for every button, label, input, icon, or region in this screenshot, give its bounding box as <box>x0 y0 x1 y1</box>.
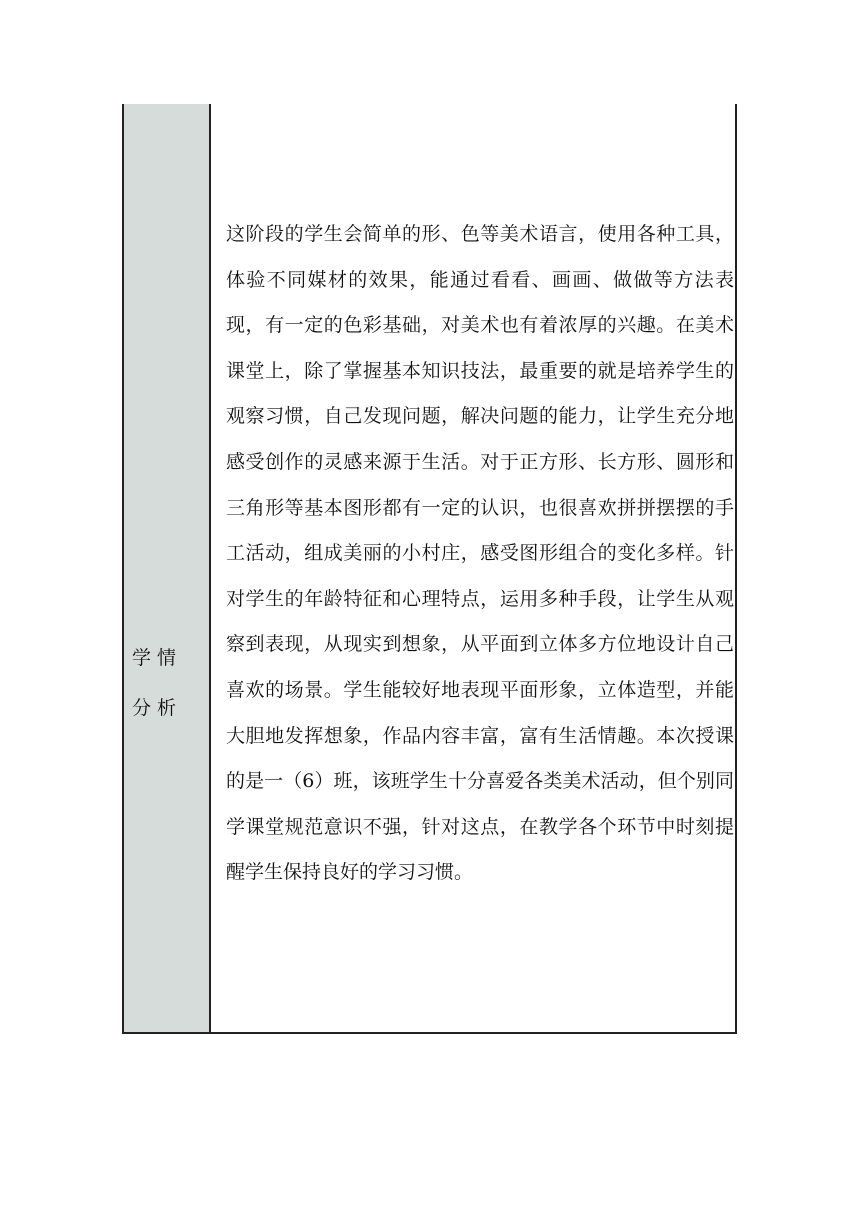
label-cell <box>124 104 211 1032</box>
content-cell <box>211 104 735 1032</box>
analysis-paragraph: 这阶段的学生会简单的形、色等美术语言，使用各种工具，体验不同媒材的效果，能通过看看、画画、做做等方法表现，有一定的色彩基础，对美术也有着浓厚的兴趣。在美术课堂上，除了掌握基本知识技法，最重要的就是培养学生的观察习惯，自己发现问题，解决问题的能力，让学生充分地感受创作的灵感来源于生活。对于正方形、长方形、圆形和三角形等基本图形都有一定的认识，也很喜欢拼拼摆摆的手工活动，组成美丽的小村庄，感受图形组合的变化多样。针对学生的年龄特征和心理特点，运用多种手段，让学生从观察到表现，从现实到想象，从平面到立体多方位地设计自己喜欢的场景。学生能较好地表现平面形象，立体造型，并能大胆地发挥想象，作品内容丰富，富有生活情趣。本次授课的是一（6）班，该班学生十分喜爱各类美术活动，但个别同学课堂规范意识不强，针对这点，在教学各个环节中时刻提醒学生保持良好的学习习惯。 <box>226 223 734 884</box>
section-label: 学情分析 <box>132 647 183 719</box>
analysis-table <box>122 104 737 1034</box>
